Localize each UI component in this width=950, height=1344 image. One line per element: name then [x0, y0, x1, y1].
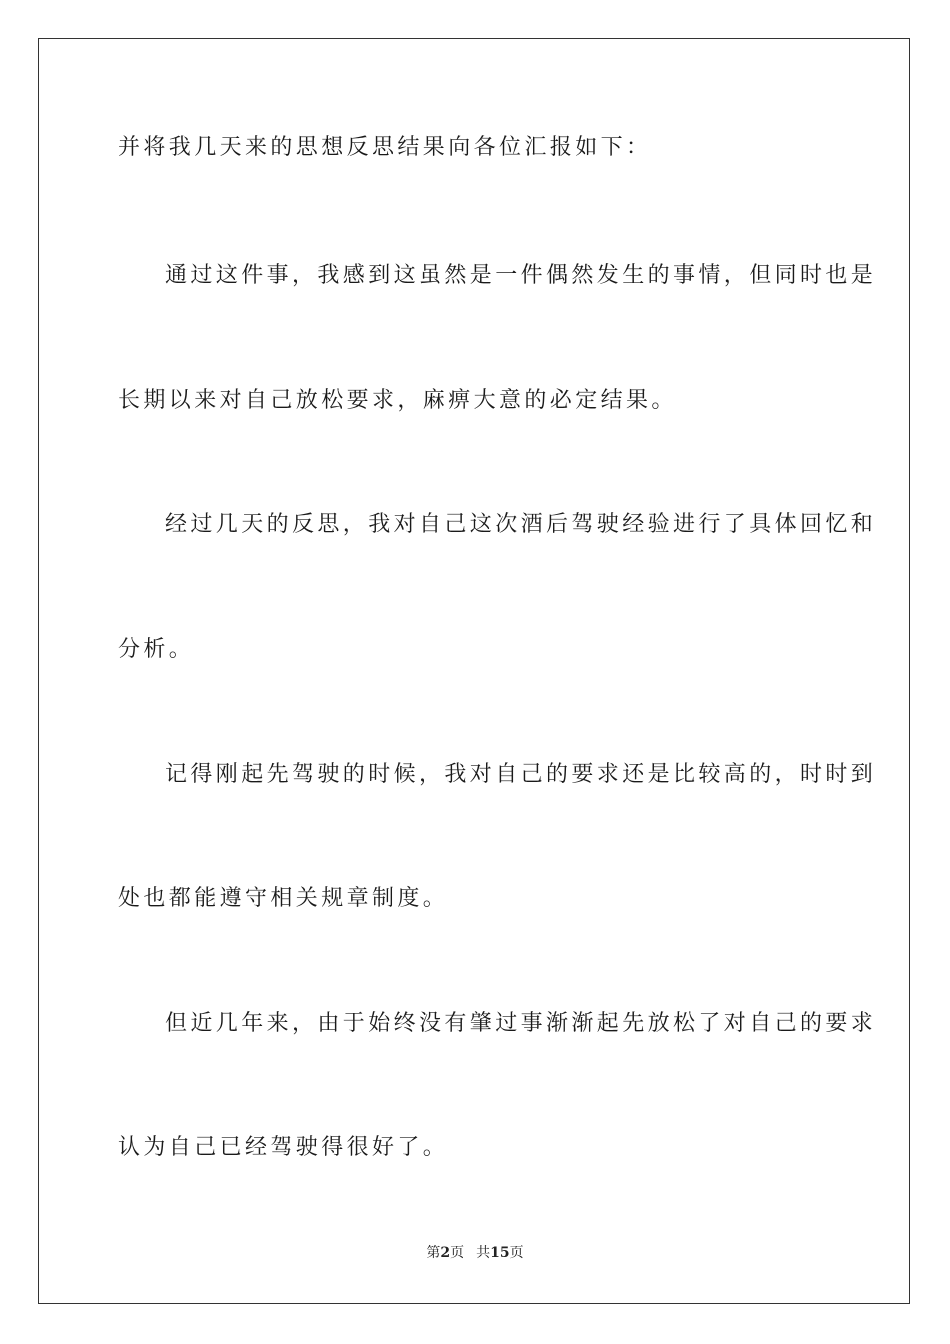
text-line: 处也都能遵守相关规章制度。 — [118, 886, 449, 911]
text-line: 认为自己已经驾驶得很好了。 — [118, 1135, 449, 1160]
text-line: 分析。 — [118, 637, 195, 662]
page-prefix: 第 — [426, 1245, 441, 1261]
total-suffix: 页 — [509, 1245, 524, 1261]
text-line: 经过几天的反思，我对自己这次酒后驾驶经验进行了具体回忆和 — [165, 512, 877, 537]
page-footer — [0, 1244, 950, 1262]
total-prefix: 共 — [476, 1245, 491, 1261]
page-suffix: 页 — [450, 1245, 465, 1261]
total-pages: 15 — [490, 1245, 510, 1261]
text-line: 但近几年来，由于始终没有肇过事渐渐起先放松了对自己的要求 — [165, 1011, 877, 1036]
text-line: 通过这件事，我感到这虽然是一件偶然发生的事情，但同时也是 — [165, 263, 877, 288]
text-line: 记得刚起先驾驶的时候，我对自己的要求还是比较高的，时时到 — [165, 762, 877, 787]
text-line: 长期以来对自己放松要求，麻痹大意的必定结果。 — [118, 388, 677, 413]
page-border — [38, 38, 910, 1304]
page-number: 2 — [440, 1245, 451, 1261]
text-line: 并将我几天来的思想反思结果向各位汇报如下： — [118, 135, 652, 160]
